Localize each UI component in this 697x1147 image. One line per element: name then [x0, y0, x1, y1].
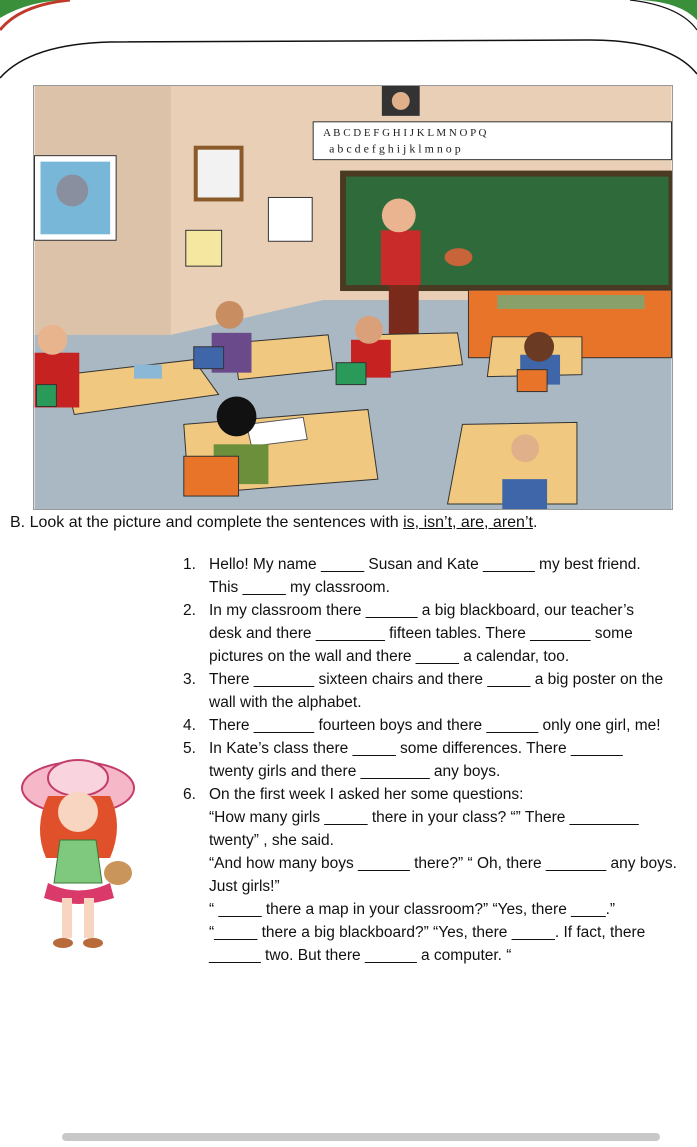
question-line: On the first week I asked her some questions:: [209, 786, 524, 803]
question-line: This _____ my classroom.: [209, 579, 390, 596]
question-number: 4.: [183, 717, 196, 734]
question-line: “ _____ there a map in your classroom?” “Yes, there ____.”: [209, 901, 616, 918]
question-item: [183, 599, 695, 668]
instruction-suffix: .: [532, 514, 538, 531]
question-item: [183, 783, 695, 967]
question-line: In Kate’s class there _____ some differences. There ______: [209, 740, 623, 757]
question-number: 6.: [183, 786, 196, 803]
question-line: twenty girls and there ________ any boys.: [209, 763, 501, 780]
question-number: 3.: [183, 671, 196, 688]
exercise-instruction: [10, 514, 537, 532]
classroom-illustration: [33, 85, 673, 510]
question-line: desk and there ________ fifteen tables. There _______ some: [209, 625, 633, 642]
question-item: [183, 737, 695, 783]
question-number: 1.: [183, 556, 196, 573]
question-line: pictures on the wall and there _____ a calendar, too.: [209, 648, 570, 665]
question-line: ______ two. But there ______ a computer. “: [209, 947, 512, 964]
question-line: There _______ sixteen chairs and there _____ a big poster on the: [209, 671, 664, 688]
question-number: 5.: [183, 740, 196, 757]
question-line: Just girls!”: [209, 878, 280, 895]
alphabet-upper: A B C D E F G H I J K L M N O P Q: [323, 126, 487, 139]
question-item: [183, 668, 695, 714]
question-line: “_____ there a big blackboard?” “Yes, there _____. If fact, there: [209, 924, 646, 941]
question-line: “How many girls _____ there in your class? “” There ________: [209, 809, 639, 826]
question-item: [183, 553, 695, 599]
question-number: 2.: [183, 602, 196, 619]
question-list: [183, 553, 695, 967]
decorative-frame: [0, 0, 697, 80]
question-line: “And how many boys ______ there?” “ Oh, there _______ any boys.: [209, 855, 677, 872]
question-line: In my classroom there ______ a big blackboard, our teacher’s: [209, 602, 635, 619]
question-line: Hello! My name _____ Susan and Kate ______ my best friend.: [209, 556, 641, 573]
question-line: wall with the alphabet.: [209, 694, 362, 711]
question-item: [183, 714, 695, 737]
girl-illustration: [18, 748, 140, 953]
instruction-words: is, isn’t, are, aren’t: [403, 514, 533, 531]
instruction-text: B. Look at the picture and complete the sentences with: [10, 514, 404, 531]
question-line: There _______ fourteen boys and there ______ only one girl, me!: [209, 717, 661, 734]
horizontal-scrollbar[interactable]: [62, 1133, 660, 1141]
alphabet-lower: a b c d e f g h i j k l m n o p: [329, 141, 461, 156]
question-line: twenty” , she said.: [209, 832, 334, 849]
